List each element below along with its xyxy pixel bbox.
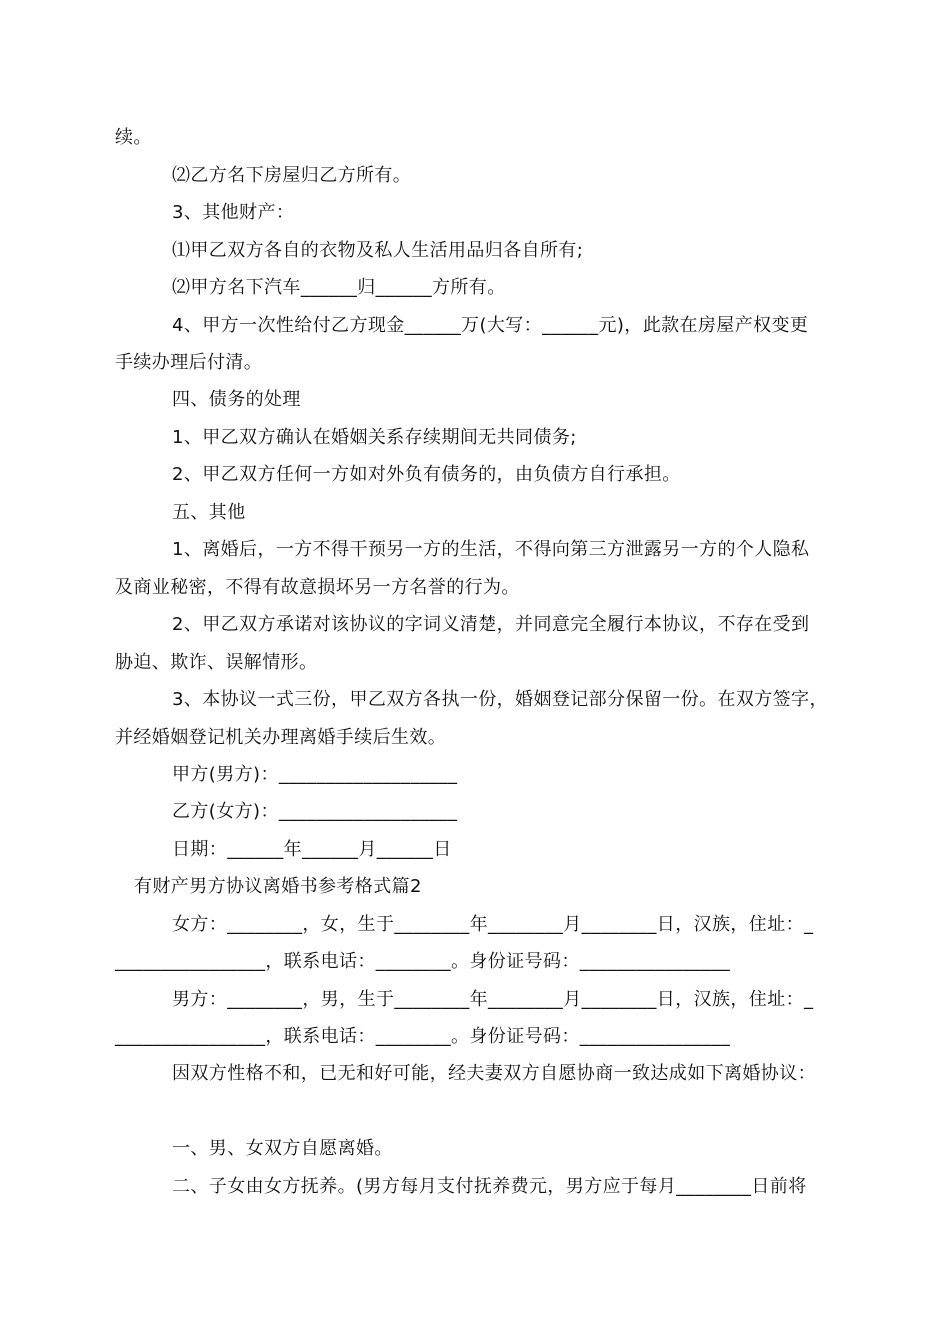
date-line: 日期：______年______月______日: [172, 839, 452, 860]
section-heading: 五、其他: [172, 502, 246, 523]
text-line: 4、甲方一次性给付乙方现金______万(大写：______元)，此款在房屋产权变更: [172, 315, 809, 336]
text-line: 及商业秘密，不得有故意损坏另一方名誉的行为。: [115, 577, 520, 598]
text-line: ________________，联系电话：________。身份证号码：________________: [115, 951, 731, 972]
text-line: ⑵甲方名下汽车______归______方所有。: [172, 277, 506, 298]
text-line: ⑵乙方名下房屋归乙方所有。: [172, 165, 412, 186]
text-line: ⑴甲乙双方各自的衣物及私人生活用品归各自所有;: [172, 240, 584, 261]
text-line: 二、子女由女方抚养。(男方每月支付抚养费元，男方应于每月________日前将: [172, 1176, 807, 1197]
section-title: 有财产男方协议离婚书参考格式篇2: [134, 876, 422, 897]
section-heading: 四、债务的处理: [172, 389, 301, 410]
text-line: 1、离婚后，一方不得干预另一方的生活，不得向第三方泄露另一方的个人隐私: [172, 539, 810, 560]
signature-line-party-b: 乙方(女方)：___________________: [172, 801, 458, 822]
text-line: 女方：________，女，生于________年________月________日，汉族，住址：_: [172, 914, 814, 935]
text-line: 1、甲乙双方确认在婚姻关系存续期间无共同债务;: [172, 427, 577, 448]
text-line: ________________，联系电话：________。身份证号码：________________: [115, 1026, 731, 1047]
text-line: 续。: [115, 127, 152, 148]
text-line: 2、甲乙双方承诺对该协议的字词义清楚，并同意完全履行本协议，不存在受到: [172, 614, 810, 635]
text-line: 手续办理后付清。: [115, 352, 263, 373]
text-line: 一、男、女双方自愿离婚。: [172, 1138, 393, 1159]
text-line: 胁迫、欺诈、误解情形。: [115, 652, 318, 673]
section-item: 3、其他财产：: [172, 202, 295, 223]
text-line: 2、甲乙双方任何一方如对外负有债务的，由负债方自行承担。: [172, 464, 681, 485]
text-line: 3、本协议一式三份，甲乙双方各执一份，婚姻登记部分保留一份。在双方签字，: [172, 689, 828, 710]
text-line: 男方：________，男，生于________年________月________日，汉族，住址：_: [172, 989, 814, 1010]
text-line: 因双方性格不和，已无和好可能，经夫妻双方自愿协商一致达成如下离婚协议：: [172, 1063, 816, 1084]
text-line: 并经婚姻登记机关办理离婚手续后生效。: [115, 727, 447, 748]
signature-line-party-a: 甲方(男方)：___________________: [172, 764, 458, 785]
